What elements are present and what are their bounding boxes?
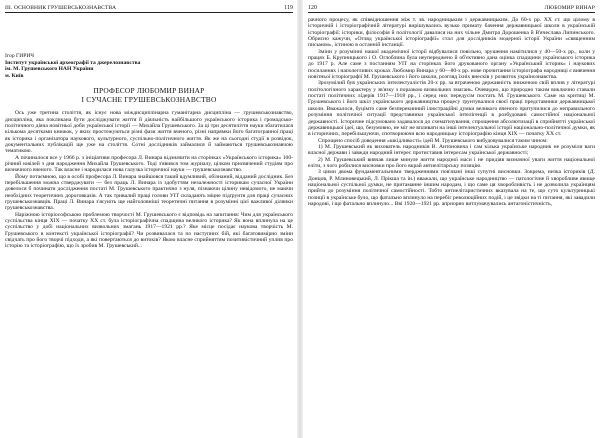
running-head-title: ЛЮБОМИР ВИНАР	[544, 5, 595, 11]
paragraph: Зрозумілий був українських інтелектуалістів 20-х рр. за втраченою державність зниженою свій вплив у літературі політологічного характеру у зв'язку з поразкою визвольних змагань. Очевидно, що природно таким виключно ставали постаті політичних лідерів 1917—1918 рр., і серед них передусім постать М. Грушевського. Саме на критиці М. Грушевського і його шкіл українського державництва процесу ґрунтувалися своєї праці представники державницької школи. Вважалося, буцімто саме безперекинний ілюстраційні думки великого вченого притупилися до неправильного розуміння політичної ситуації представники української інтелігенції в розбудовані самостійної національної державності. Історичне підсумовано задавалося до схематизування, спрощення абсолютизації в сприйнятті української державницької ідеї, що, безумовно, не міг не впливати на інші інтелектуальної історії національно-політичної думки, як в історичних, перебільшуючи, спотворюючи всю народницьку історіографію кінця XIX — початку XX ст.	[308, 80, 595, 138]
paragraph: Наріжною історіософською проблемою творчості М. Грушевського є відповідь на запитання: Чим для українського суспільства кінця XIX — початку XX ст. була історіографічна спадщина великого історика? Як вона вплинула на це суспільство у добі національних визвольних змагань 1917—1921 рр.? Яке місце посідає наукова творчість М. Грушевського в контексті української історіографії? Чи розвивалася та по наступних бій, які багатовимірно зміни свідчать про його творчі підходи, а які повертаються до витоків? Якою власне сприйняттям позитивістичний уплив про історію та історіографію, що їх зробив М. Грушевський...	[5, 211, 293, 250]
page-number: 119	[284, 5, 293, 11]
paragraph: А починалося все у 1966 р. з ініціативи професора Л. Винара відзначити на сторінках «Українського історика» 100-річний ювілей з дня народження Михайла Грушевського. Тоді з'явився том журналу, цілком присвячений студіям про визначного вченого. Так власне і народилася нова галузка історичної науки — грушевськознавство.	[5, 154, 293, 174]
list-item: 1) М. Грушевський як вихователь народників В. Антоновича і сам кілька українське народник не розуміли ваги власної держави і завжди народний інтерес протиставив інтересам української державності;	[308, 143, 595, 157]
author-affiliation-line: ім. М. Грушевського НАН України	[5, 66, 94, 73]
running-head-title: III. ОСНОВНИК ГРУШЕВСЬКОЗНАВСТВА	[5, 5, 117, 11]
running-head-left	[5, 2, 293, 13]
book-gutter	[297, 0, 303, 438]
paragraph: Спрощено спосіб доведення «шкідливості» ідей М. Грушевського вибудовувалися таким чином:	[318, 137, 548, 144]
paragraph: рачного процесу, як співвідношення між т. зв. народницьким і державницьким. До 60-х рр. XX ст. що цілому в історичній і історіографічній літературі вирішувались вузько примату бачення державницької школи в українській історіографії: історики, філософія й політології давалися на них чільне Дмитра Дорошенка й В'ячеслава Липинського. Обрисно кажучи, «Огляд української історіографії» стал для дослідників модерної історії України «священним письмом», істиною в останній інстанції.	[308, 17, 595, 49]
running-head-right	[308, 2, 595, 13]
article-title-line: ПРОФЕСОР ЛЮБОМИР ВИНАР	[93, 86, 205, 96]
article-title	[5, 87, 293, 104]
right-page	[304, 0, 600, 438]
author-name: Ігор ГИРИЧ	[5, 53, 35, 59]
paragraph: З цими двома фундаментальними твердженнями пов'язані інші супутні висновки. Зокрема, низка істориків (Д. Донцов, Р. Млиновецький, Л. Прікша та ін.) вважали, що українське народництво — патологічне й хворобливе явище національної суспільної думки, не притаманне іншим народам, і що саме ця хворобливість і не дозволила українцям прийти до розуміння політичної самостійності. Тобто антиелітаристичних вказувала на те, що суто культурницькі позиції в українське було, що фатально вплинуло на перебіг революційних подій, і це звідки на ті питання, які завадили народові, і що фатально вплинуло... Вві 1920—1921 рр. априорно витлумачувались антагоністичність,	[308, 169, 595, 207]
list-item: 2) М. Грушевський вивчав лише минуле життя народної маси і не придіяв визначної уваги життя національної еліти, з чого робилися висновки про його вкрай антиелітарську позицію.	[308, 156, 595, 169]
author-affiliation-line: м. Київ	[5, 72, 24, 79]
author-affiliation-line: Інститут української археографії та джерелознавства	[5, 59, 141, 66]
article-title-line: І СУЧАСНЕ ГРУШЕВСЬКОЗНАВСТВО	[81, 94, 217, 104]
paragraph: Зміни у розумінні нашої академічної історії відбувалися повільно, зрушення намітилися у 40—50-х рр., коли у працях Б. Крупницького і О. Оглоблина була неупереджено й об'єктивно дана оцінка спадщини українського історика до 1917 р. Але саме з постанням УІТ на сторінках його друкованого органу «Український історик» і наукових посиланнях і наполегливих кроках Любомир Винара у 60—80-х рр. нове прочитання історіографа народниці є вивчення новітньої історіографії М. Грушевського і його школи, розгляд їхніх внесків у розвиток українознавства.	[308, 48, 595, 81]
paragraph: Йому потаємною, що в особі професора Л. Винара знайшовся такий вдумливий, обізнаний, відданий дослідник. Без перебільшення можна стверджувати — без праць Л. Винара із здобуттям незалежності історикам сучасної України довелося б починати дослідження постаті М. Грушевського практично з нуля, пізнаючи цілину невідомого, не маючи необхідних теоретичних дороговказів. А так тривалий праці голови УІТ складають міцне підґрунтя для праці сучасних грушевськознавців. Праці Л. Винара з'ясують ще найголовніші теоретичні питання в розумінні цієї важливої ділянки грушевськознавства.	[5, 173, 293, 212]
author-block	[5, 53, 293, 79]
left-page	[0, 0, 296, 438]
left-body-text	[5, 110, 293, 250]
right-body-text	[308, 17, 595, 207]
page-number: 120	[308, 5, 317, 11]
paragraph: Ось уже третина століття, як існує нова міждисциплінарна гуманітарна дисципліна — грушевськознавство, дисципліна, яка покликана бути досліджувати життя й діяльність найбільшого українського історика і громадсько-політичного діяча новітньої доби української історії — Михайла Грушевського. За ці три десятиліття науки збагатилася кількома десятками книжок, у яких простежуються різні фази життя вченого, різні напрямки його багатогранної праці як історика і організатора наукового, культурного, суспільно-політичного життя. Як же на сьогодні студії в розвідок, документальних публікацій ще уже на століття. Сотні дослідників займалися й займаються грушевськознавчою тематикою.	[5, 110, 293, 155]
